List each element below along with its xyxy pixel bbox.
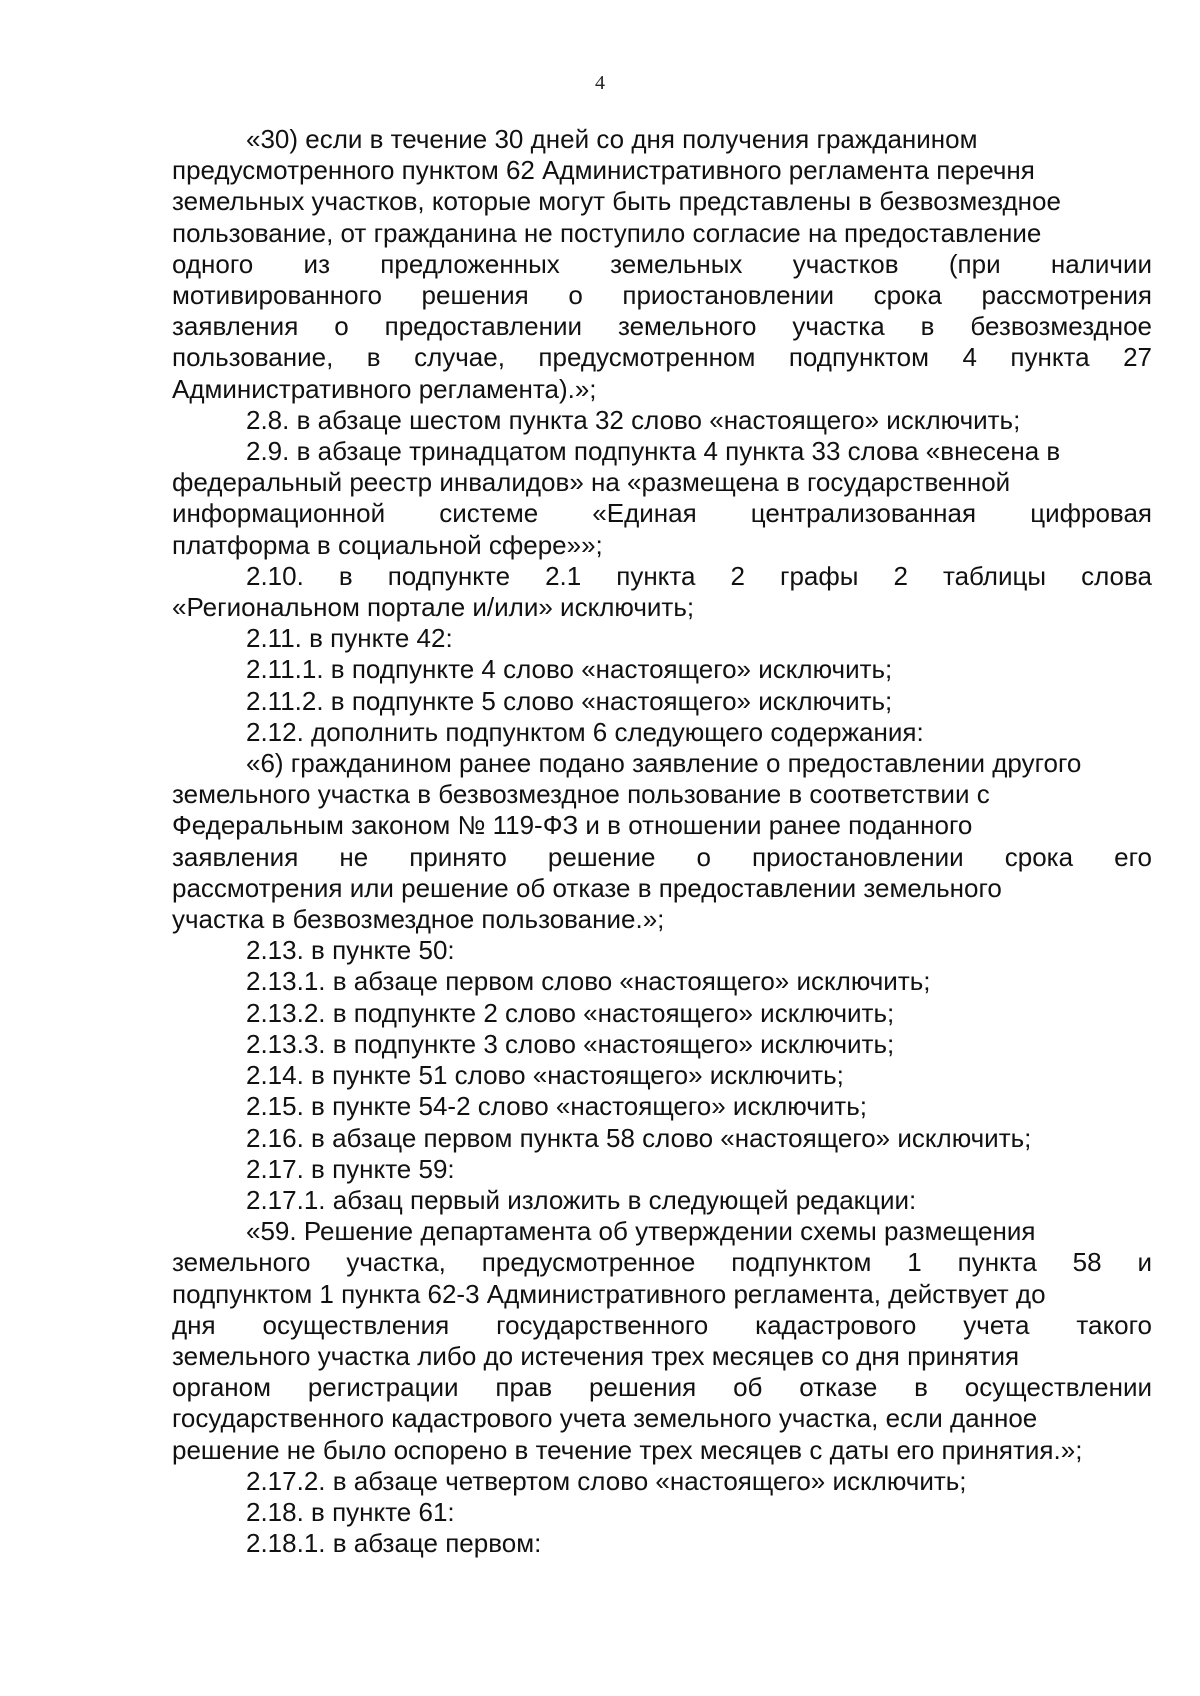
text-line: участка в безвозмездное пользование.»; xyxy=(172,904,665,935)
text-line: информационной системе «Единая централизованная цифровая xyxy=(172,498,1152,529)
paragraph-2-10 xyxy=(172,561,1152,623)
text-line: «59. Решение департамента об утверждении схемы размещения xyxy=(246,1216,1036,1247)
paragraph-2-18: 2.18. в пункте 61: xyxy=(246,1496,455,1527)
text-line: земельного участка в безвозмездное пользование в соответствии с xyxy=(172,779,990,810)
text-line: Административного регламента).»; xyxy=(172,373,597,404)
paragraph-2-8: 2.8. в абзаце шестом пункта 32 слово «настоящего» исключить; xyxy=(246,404,1021,435)
text-line: заявления о предоставлении земельного участка в безвозмездное xyxy=(172,311,1152,342)
text-line: 2.9. в абзаце тринадцатом подпункта 4 пункта 33 слова «внесена в xyxy=(246,436,1061,467)
text-line: «6) гражданином ранее подано заявление о предоставлении другого xyxy=(246,748,1082,779)
text-line: федеральный реестр инвалидов» на «размещена в государственной xyxy=(172,467,1011,498)
text-line: пользование, от гражданина не поступило согласие на предоставление xyxy=(172,217,1042,248)
paragraph-2-13-1: 2.13.1. в абзаце первом слово «настоящего» исключить; xyxy=(246,966,931,997)
paragraph-2-11-1: 2.11.1. в подпункте 4 слово «настоящего» исключить; xyxy=(246,654,893,685)
text-line: органом регистрации прав решения об отказе в осуществлении xyxy=(172,1372,1152,1403)
text-line: мотивированного решения о приостановлении срока рассмотрения xyxy=(172,280,1152,311)
paragraph-2-12: 2.12. дополнить подпунктом 6 следующего содержания: xyxy=(246,716,924,747)
paragraph-2-13-3: 2.13.3. в подпункте 3 слово «настоящего» исключить; xyxy=(246,1028,895,1059)
paragraph-2-15: 2.15. в пункте 54-2 слово «настоящего» исключить; xyxy=(246,1091,867,1122)
text-line: «Региональном портале и/или» исключить; xyxy=(172,592,695,623)
text-line: заявления не принято решение о приостановлении срока его xyxy=(172,841,1152,872)
paragraph-2-13-2: 2.13.2. в подпункте 2 слово «настоящего» исключить; xyxy=(246,997,895,1028)
text-line: подпунктом 1 пункта 62-3 Административного регламента, действует до xyxy=(172,1278,1046,1309)
text-line: пользование, в случае, предусмотренном подпунктом 4 пункта 27 xyxy=(172,342,1152,373)
paragraph-2-16: 2.16. в абзаце первом пункта 58 слово «настоящего» исключить; xyxy=(246,1122,1032,1153)
paragraph-item-6 xyxy=(172,748,1152,935)
text-line: «30) если в течение 30 дней со дня получения гражданином xyxy=(246,124,978,154)
document-body xyxy=(172,124,1152,1559)
text-line: 2.10. в подпункте 2.1 пункта 2 графы 2 таблицы слова xyxy=(246,560,1152,591)
text-line: рассмотрения или решение об отказе в предоставлении земельного xyxy=(172,872,1002,903)
text-line: решение не было оспорено в течение трех месяцев с даты его принятия.»; xyxy=(172,1434,1083,1465)
page-number: 4 xyxy=(595,72,605,94)
paragraph-2-17-2: 2.17.2. в абзаце четвертом слово «настоящего» исключить; xyxy=(246,1465,967,1496)
paragraph-2-18-1: 2.18.1. в абзаце первом: xyxy=(246,1528,542,1559)
paragraph-2-17-1: 2.17.1. абзац первый изложить в следующей редакции: xyxy=(246,1184,917,1215)
text-line: платформа в социальной сфере»»; xyxy=(172,529,603,560)
paragraph-2-13: 2.13. в пункте 50: xyxy=(246,935,455,966)
text-line: земельного участка либо до истечения трех месяцев со дня принятия xyxy=(172,1340,1020,1371)
paragraph-2-11: 2.11. в пункте 42: xyxy=(246,623,453,654)
text-line: дня осуществления государственного кадастрового учета такого xyxy=(172,1309,1152,1340)
paragraph-2-11-2: 2.11.2. в подпункте 5 слово «настоящего» исключить; xyxy=(246,685,893,716)
paragraph-2-9 xyxy=(172,436,1152,561)
paragraph-2-14: 2.14. в пункте 51 слово «настоящего» исключить; xyxy=(246,1060,844,1091)
text-line: предусмотренного пунктом 62 Административного регламента перечня xyxy=(172,155,1035,186)
text-line: Федеральным законом № 119-ФЗ и в отношении ранее поданного xyxy=(172,810,973,841)
text-line: одного из предложенных земельных участков (при наличии xyxy=(172,248,1152,279)
paragraph-2-17: 2.17. в пункте 59: xyxy=(246,1153,455,1184)
paragraph-item-59 xyxy=(172,1216,1152,1466)
text-line: земельных участков, которые могут быть представлены в безвозмездное xyxy=(172,186,1061,217)
text-line: государственного кадастрового учета земельного участка, если данное xyxy=(172,1403,1038,1434)
paragraph-item-30 xyxy=(172,124,1152,405)
text-line: земельного участка, предусмотренное подпунктом 1 пункта 58 и xyxy=(172,1247,1152,1278)
